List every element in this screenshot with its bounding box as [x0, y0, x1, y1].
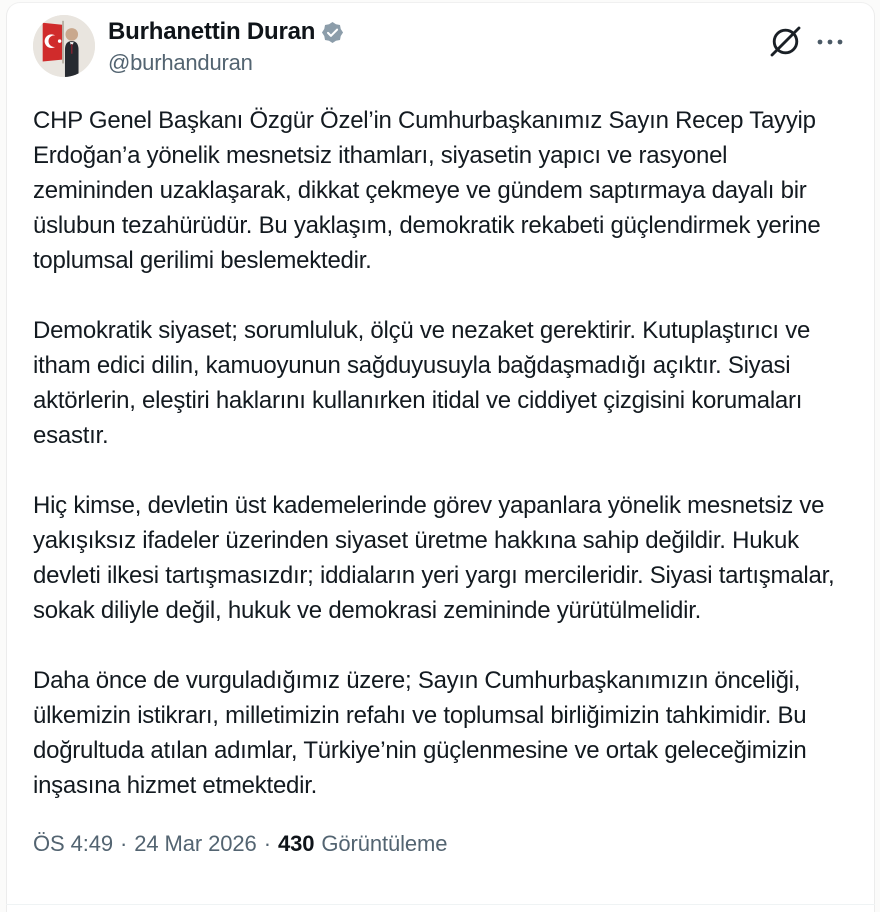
footer-divider	[6, 904, 875, 905]
meta-dot: ·	[263, 831, 271, 856]
author-handle[interactable]: @burhanduran	[108, 50, 253, 75]
tweet-text	[33, 103, 846, 803]
date: 24 Mar 2026	[134, 831, 257, 856]
tweet-meta	[33, 831, 846, 857]
avatar[interactable]	[33, 15, 95, 77]
verified-badge-icon	[321, 21, 344, 44]
avatar-image	[33, 15, 95, 77]
timestamp: ÖS 4:49	[33, 831, 114, 856]
tweet-header	[33, 15, 846, 77]
author-block	[108, 15, 344, 76]
tweet-paragraph-4: Daha önce de vurguladığımız üzere; Sayın Cumhurbaşkanımızın önceliği, ülkemizin istikrarı, milletimizin refahı ve toplumsal birliğimizin tahkimidir. Bu doğrultuda atılan adımlar, Türkiye’nin güçlenmesine ve ortak geleceğimizin inşasına hizmet etmektedir.	[33, 667, 807, 799]
header-actions	[769, 25, 844, 58]
grok-icon[interactable]	[769, 25, 802, 58]
tweet-paragraph-3: Hiç kimse, devletin üst kademelerinde görev yapanlara yönelik mesnetsiz ve yakışıksız ifadeler üzerinden siyaset üretme hakkına sahip değildir. Hukuk devleti ilkesi tartışmasızdır; iddiaların yeri yargı mercileridir. Siyasi tartışmalar, sokak diliyle değil, hukuk ve demokrasi zemininde yürütülmelidir.	[33, 492, 835, 624]
tweet-card	[6, 2, 875, 912]
tweet-paragraph-1: CHP Genel Başkanı Özgür Özel’in Cumhurbaşkanımız Sayın Recep Tayyip Erdoğan’a yönelik mesnetsiz ithamları, siyasetin yapıcı ve rasyonel zemininden uzaklaşarak, dikkat çekmeye ve gündem saptırmaya dayalı bir üslubun tezahürüdür. Bu yaklaşım, demokratik rekabeti güçlendirmek yerine toplumsal gerilimi beslemektedir.	[33, 107, 821, 274]
views-count: 430	[277, 831, 315, 856]
tweet-paragraph-2: Demokratik siyaset; sorumluluk, ölçü ve nezaket gerektirir. Kutuplaştırıcı ve itham edici dilin, kamuoyunun sağduyusuyla bağdaşmadığı açıktır. Siyasi aktörlerin, eleştiri haklarını kullanırken itidal ve ciddiyet çizgisini korumaları esastır.	[33, 317, 811, 449]
more-icon[interactable]	[816, 28, 844, 56]
author-name-row	[108, 18, 344, 46]
meta-dot: ·	[120, 831, 128, 856]
views-label: Görüntüleme	[321, 831, 448, 856]
author-name[interactable]: Burhanettin Duran	[108, 18, 316, 45]
